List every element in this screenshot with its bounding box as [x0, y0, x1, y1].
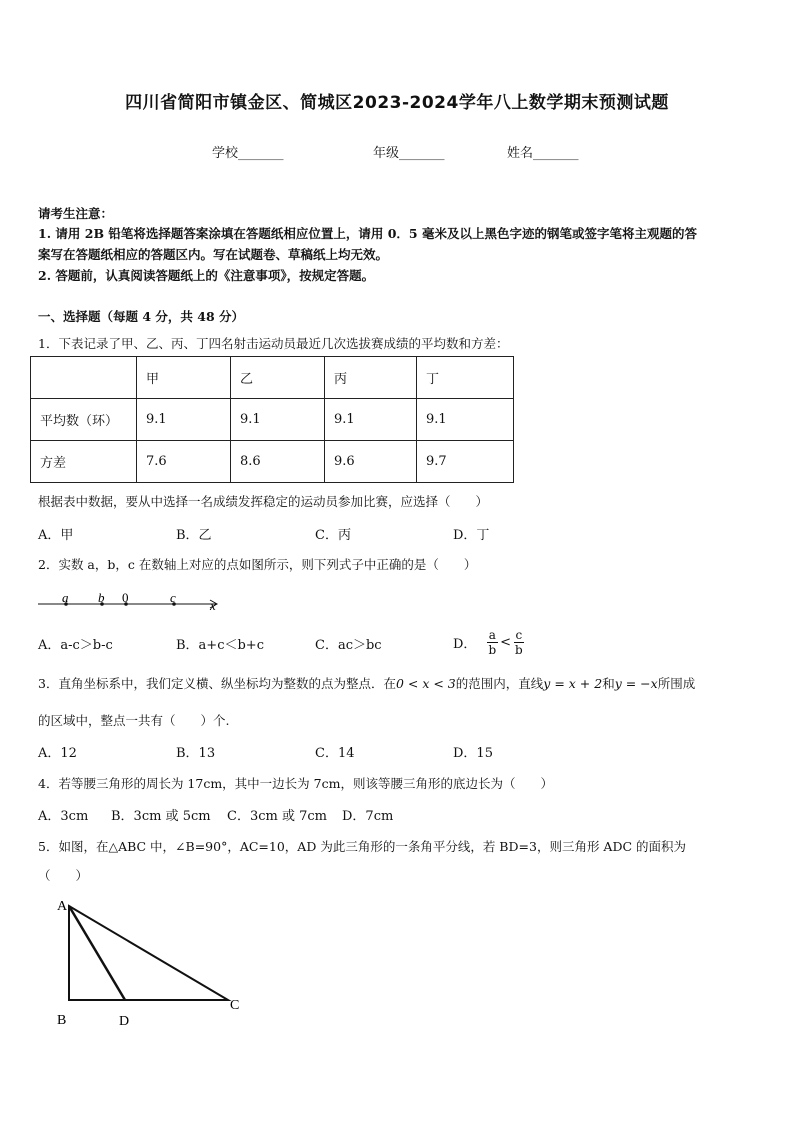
q3-line-1: y = x + 2 — [543, 676, 603, 691]
q5-stem: 5．如图，在△ABC 中，∠B=90°，AC=10，AD 为此三角形的一条角平分线，若 BD=3，则三角形 ADC 的面积为 — [38, 839, 686, 854]
notice-item-1: 1. 请用 2B 铅笔将选择题答案涂填在答题纸相应位置上，请用 0．5 毫米及以上黑色字迹的钢笔或签字笔将主观题的答 — [38, 226, 697, 241]
table-cell: 9.1 — [325, 399, 417, 441]
q1-option-a: A．甲 — [38, 528, 74, 543]
table-cell: 7.6 — [137, 441, 231, 483]
number-line-figure — [36, 588, 236, 618]
q2-option-c: C．ac＞bc — [315, 638, 382, 653]
q3-stem-cont: 的区域中，整点一共有（ ）个. — [38, 713, 230, 728]
table-row — [31, 399, 514, 441]
page-title: 四川省简阳市镇金区、简城区2023-2024学年八上数学期末预测试题 — [125, 93, 669, 113]
q5-stem-cont: （ ） — [38, 868, 89, 883]
table-cell: 9.7 — [417, 441, 514, 483]
name-field: 姓名_______ — [507, 146, 579, 161]
q4-option-a: A．3cm — [38, 809, 89, 824]
table-cell: 平均数（环） — [31, 399, 137, 441]
q1-option-b: B．乙 — [176, 528, 212, 543]
table-cell: 8.6 — [231, 441, 325, 483]
table-cell: 9.1 — [231, 399, 325, 441]
table-cell — [31, 357, 137, 399]
q2-option-b: B．a+c＜b+c — [176, 638, 264, 653]
q4-stem: 4．若等腰三角形的周长为 17cm，其中一边长为 7cm，则该等腰三角形的底边长为（ ） — [38, 776, 553, 791]
less-than-sign: < — [500, 634, 512, 650]
label-c: c — [170, 590, 176, 605]
label-b: b — [98, 590, 105, 605]
notice-heading: 请考生注意： — [38, 206, 114, 221]
vertex-label-b: B — [57, 1013, 67, 1028]
section-heading: 一、选择题（每题 4 分，共 48 分） — [38, 309, 245, 324]
vertex-label-d: D — [119, 1014, 130, 1029]
fraction-c-over-b: $\frac{c}{b}$ — [515, 627, 523, 657]
table-row — [31, 441, 514, 483]
table-cell: 乙 — [231, 357, 325, 399]
label-x: x — [210, 598, 216, 613]
q3-line-2: y = −x — [614, 676, 658, 691]
fraction-a-over-b: $\frac{a}{b}$ — [488, 627, 497, 657]
q1-option-d: D．丁 — [453, 528, 490, 543]
table-cell: 丁 — [417, 357, 514, 399]
q2-option-d — [453, 624, 525, 660]
q3-option-d: D．15 — [453, 746, 493, 761]
school-field: 学校_______ — [212, 146, 284, 161]
q2-option-d-label: D． — [453, 636, 477, 652]
score-table — [30, 356, 514, 483]
q2-stem: 2．实数 a，b，c 在数轴上对应的点如图所示，则下列式子中正确的是（ ） — [38, 557, 477, 572]
notice-item-1-cont: 案写在答题纸相应的答题区内。写在试题卷、草稿纸上均无效。 — [38, 247, 389, 262]
notice-item-2: 2. 答题前，认真阅读答题纸上的《注意事项》，按规定答题。 — [38, 268, 375, 283]
q1-option-c: C．丙 — [315, 528, 351, 543]
label-a: a — [62, 590, 69, 605]
bisector-ad — [69, 906, 125, 1000]
vertex-label-c: C — [230, 998, 240, 1013]
table-cell: 9.6 — [325, 441, 417, 483]
q3-option-a: A．12 — [38, 746, 77, 761]
table-cell: 9.1 — [417, 399, 514, 441]
q3-option-c: C．14 — [315, 746, 355, 761]
table-cell: 9.1 — [137, 399, 231, 441]
triangle-figure — [50, 894, 260, 1034]
grade-field: 年级_______ — [373, 146, 445, 161]
q1-stem: 1．下表记录了甲、乙、丙、丁四名射击运动员最近几次选拔赛成绩的平均数和方差： — [38, 336, 509, 351]
vertex-label-a: A — [57, 899, 68, 914]
q2-option-a: A．a-c＞b-c — [38, 638, 113, 653]
q4-option-c: C．3cm 或 7cm — [227, 809, 327, 824]
table-header-row — [31, 357, 514, 399]
q3-range: 0 < x < 3 — [395, 676, 456, 691]
q1-followup: 根据表中数据，要从中选择一名成绩发挥稳定的运动员参加比赛，应选择（ ） — [38, 494, 489, 509]
triangle-abc — [69, 906, 228, 1000]
q3-option-b: B．13 — [176, 746, 216, 761]
table-cell: 丙 — [325, 357, 417, 399]
q4-option-b: B．3cm 或 5cm — [111, 809, 211, 824]
q4-option-d: D．7cm — [342, 809, 394, 824]
table-cell: 方差 — [31, 441, 137, 483]
label-zero: 0 — [122, 590, 129, 605]
table-cell: 甲 — [137, 357, 231, 399]
q3-stem: 3．直角坐标系中，我们定义横、纵坐标均为整数的点为整点．在0 < x < 3的范围内，直线y = x + 2和y = −x所围成 — [38, 676, 696, 691]
